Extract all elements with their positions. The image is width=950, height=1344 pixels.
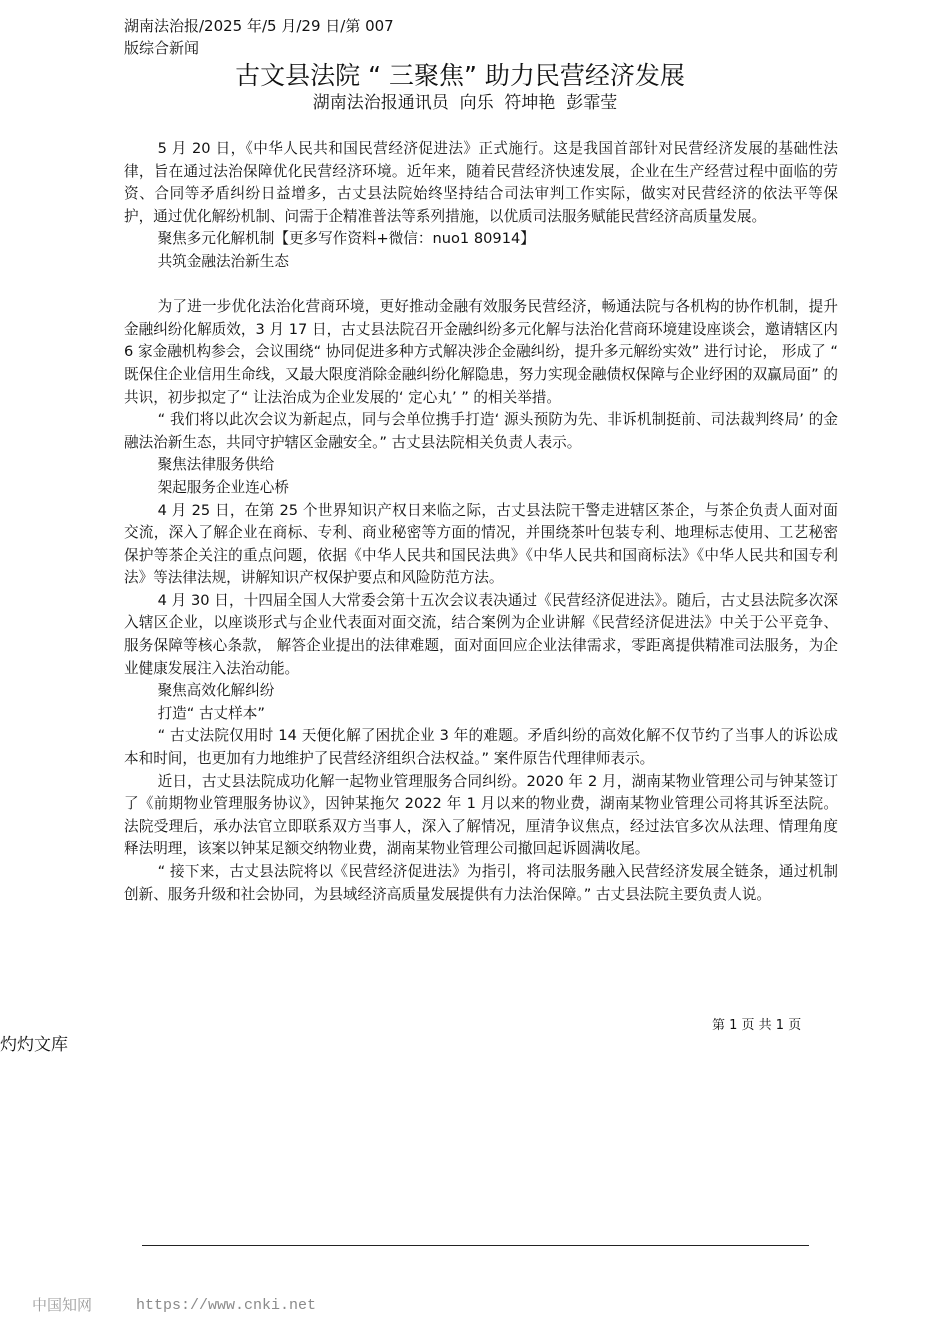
paragraph: 4 月 25 日，在第 25 个世界知识产权日来临之际，古丈县法院干警走进辖区茶企，与茶企负责人面对面交流，深入了解企业在商标、专利、商业秘密等方面的情况，并围绕茶叶包装专利、地理标志使用、工艺秘密保护等茶企关注的重点问题，依据《中华人民共和国民法典》《中华人民共和国商标法》《中华人民共和国专利法》等法律法规，讲解知识产权保护要点和风险防范方法。	[124, 501, 838, 587]
paragraph: 为了进一步优化法治化营商环境，更好推动金融有效服务民营经济，畅通法院与各机构的协作机制，提升金融纠纷化解质效，3 月 17 日，古丈县法院召开金融纠纷多元化解与法治化营商环境建设座谈会，邀请辖区内 6 家金融机构参会，会议围绕“ 协同促进多种方式解决涉企金融纠纷，提升多元解纷实效” 进行讨论， 形成了 “ 既保住企业信用生命线，又最大限度消除金融纠纷化解隐患，努力实现金融债权保障与企业纾困的双赢局面” 的共识，初步拟定了“ 让法治成为企业发展的‘ 定心丸’ ” 的相关举措。	[124, 298, 838, 406]
article-byline: 湖南法治报通讯员 向乐 符坤艳 彭霏莹	[312, 93, 618, 113]
publication-source-line: 湖南法治报/2025 年/5 月/29 日/第 007	[124, 17, 394, 35]
footer-source-name: 中国知网	[32, 1296, 93, 1314]
paragraph-quote: “ 我们将以此次会议为新起点，同与会单位携手打造‘ 源头预防为先、非诉机制挺前、司法裁判终局’ 的金融法治新生态，共同守护辖区金融安全。” 古丈县法院相关负责人表示。	[124, 411, 838, 451]
section-heading: 聚焦多元化解机制【更多写作资料+微信：nuo1 80914】	[157, 230, 535, 248]
footer-source-url[interactable]: https://www.cnki.net	[136, 1297, 317, 1314]
page-indicator: 第 1 页 共 1 页	[712, 1018, 802, 1033]
section-heading: 聚焦高效化解纠纷	[157, 682, 275, 700]
paragraph-intro: 5 月 20 日，《中华人民共和国民营经济促进法》正式施行。这是我国首部针对民营经济发展的基础性法律，旨在通过法治保障优化民营经济环境。近年来，随着民营经济快速发展，企业在生产经营过程中面临的劳资、合同等矛盾纠纷日益增多，古丈县法院始终坚持结合司法审判工作实际，做实对民营经济的依法平等保护，通过优化解纷机制、问需于企精准普法等系列措施，以优质司法服务赋能民营经济高质量发展。	[124, 140, 838, 225]
paragraph: 近日，古丈县法院成功化解一起物业管理服务合同纠纷。2020 年 2 月，湖南某物业管理公司与钟某签订了《前期物业管理服务协议》，因钟某拖欠 2022 年 1 月以来的物业费，湖南某物业管理公司将其诉至法院。法院受理后，承办法官立即联系双方当事人，深入了解情况，厘清争议焦点，经过法官多次从法理、情理角度释法明理，该案以钟某足额交纳物业费，湖南某物业管理公司撤回起诉圆满收尾。	[124, 772, 838, 858]
footer-divider	[142, 1245, 809, 1246]
section-subheading: 共筑金融法治新生态	[157, 252, 289, 270]
paragraph: 4 月 30 日，十四届全国人大常委会第十五次会议表决通过《民营经济促进法》。随后，古丈县法院多次深入辖区企业，以座谈形式与企业代表面对面交流，结合案例为企业讲解《民营经济促进法》中关于公平竞争、 服务保障等核心条款， 解答企业提出的法律难题，面对面回应企业法律需求，零距离提供精准司法服务，为企业健康发展注入法治动能。	[124, 591, 838, 677]
article-body	[124, 138, 838, 906]
article-title: 古文县法院 “ 三聚焦” 助力民营经济发展	[235, 61, 685, 90]
section-subheading: 架起服务企业连心桥	[157, 478, 289, 496]
paragraph-quote: “ 古丈法院仅用时 14 天便化解了困扰企业 3 年的难题。矛盾纠纷的高效化解不仅节约了当事人的诉讼成本和时间，也更加有力地维护了民营经济组织合法权益。” 案件原告代理律师表示。	[124, 727, 838, 768]
paragraph-quote: “ 接下来，古丈县法院将以《民营经济促进法》为指引，将司法服务融入民营经济发展全链条，通过机制创新、服务升级和社会协同，为县域经济高质量发展提供有力法治保障。” 古丈县法院主要负责人说。	[124, 863, 838, 903]
publication-section-line: 版综合新闻	[124, 39, 200, 57]
section-heading: 聚焦法律服务供给	[157, 456, 275, 474]
section-subheading: 打造“ 古丈样本”	[157, 704, 265, 722]
watermark-text: 灼灼文库	[0, 1035, 68, 1055]
